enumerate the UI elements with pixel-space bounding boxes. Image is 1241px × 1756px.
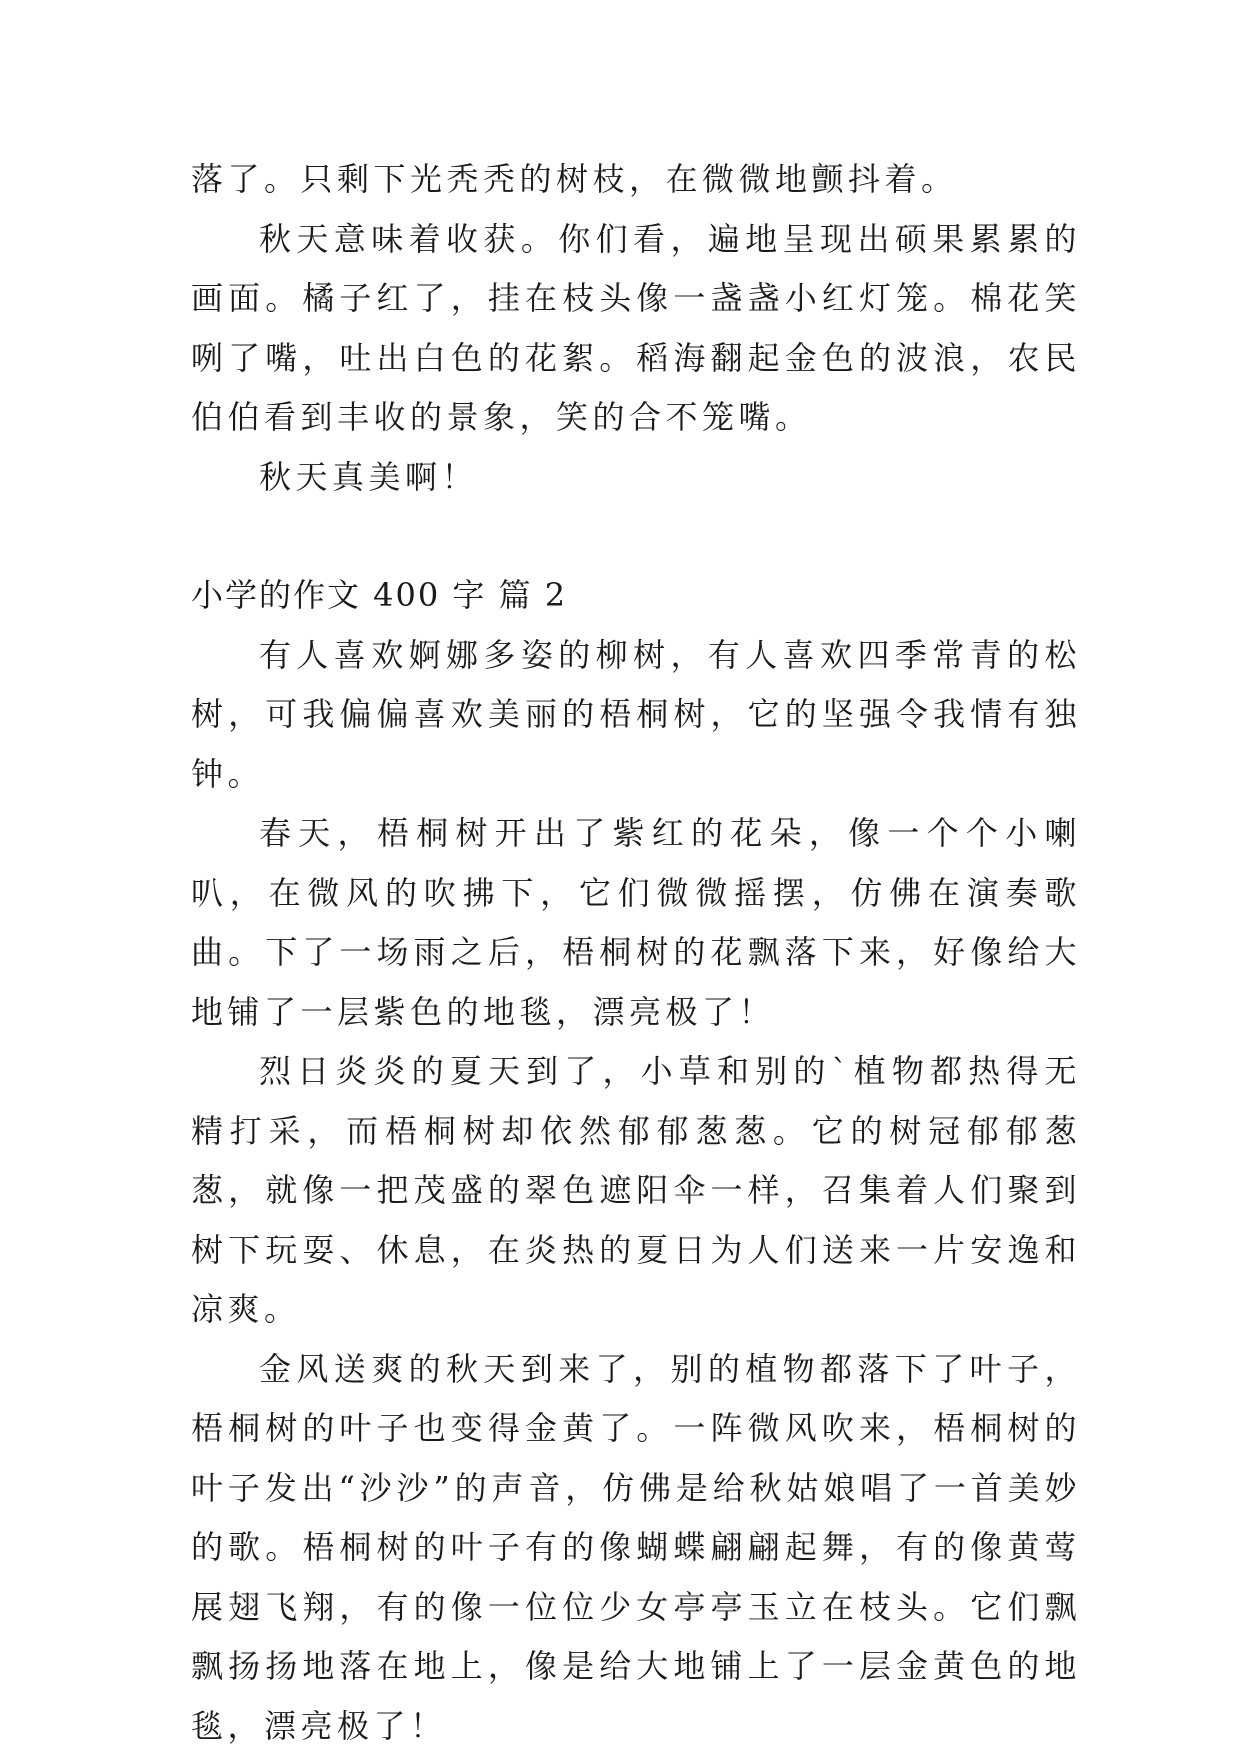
paragraph-autumn-beautiful: 秋天真美啊！ — [191, 448, 1081, 508]
document-body — [191, 150, 1081, 1756]
paragraph-harvest: 秋天意味着收获。你们看，遍地呈现出硕果累累的画面。橘子红了，挂在枝头像一盏盏小红灯笼。棉花笑咧了嘴，吐出白色的花絮。稻海翻起金色的波浪，农民伯伯看到丰收的景象，笑的合不笼嘴。 — [191, 210, 1081, 448]
paragraph-intro: 有人喜欢婀娜多姿的柳树，有人喜欢四季常青的松树，可我偏偏喜欢美丽的梧桐树，它的坚强令我情有独钟。 — [191, 626, 1081, 805]
paragraph-autumn: 金风送爽的秋天到来了，别的植物都落下了叶子，梧桐树的叶子也变得金黄了。一阵微风吹来，梧桐树的叶子发出“沙沙”的声音，仿佛是给秋姑娘唱了一首美妙的歌。梧桐树的叶子有的像蝴蝶翩翩起舞，有的像黄莺展翅飞翔，有的像一位位少女亭亭玉立在枝头。它们飘飘扬扬地落在地上，像是给大地铺上了一层金黄色的地毯，漂亮极了！ — [191, 1340, 1081, 1756]
section-heading: 小学的作文 400 字 篇 2 — [191, 566, 1081, 626]
paragraph-spring: 春天，梧桐树开出了紫红的花朵，像一个个小喇叭，在微风的吹拂下，它们微微摇摆，仿佛在演奏歌曲。下了一场雨之后，梧桐树的花飘落下来，好像给大地铺了一层紫色的地毯，漂亮极了！ — [191, 804, 1081, 1042]
paragraph-continued: 落了。只剩下光秃秃的树枝，在微微地颤抖着。 — [191, 150, 1081, 210]
section-gap — [191, 507, 1081, 566]
paragraph-summer: 烈日炎炎的夏天到了，小草和别的`植物都热得无精打采，而梧桐树却依然郁郁葱葱。它的树冠郁郁葱葱，就像一把茂盛的翠色遮阳伞一样，召集着人们聚到树下玩耍、休息，在炎热的夏日为人们送来一片安逸和凉爽。 — [191, 1042, 1081, 1340]
